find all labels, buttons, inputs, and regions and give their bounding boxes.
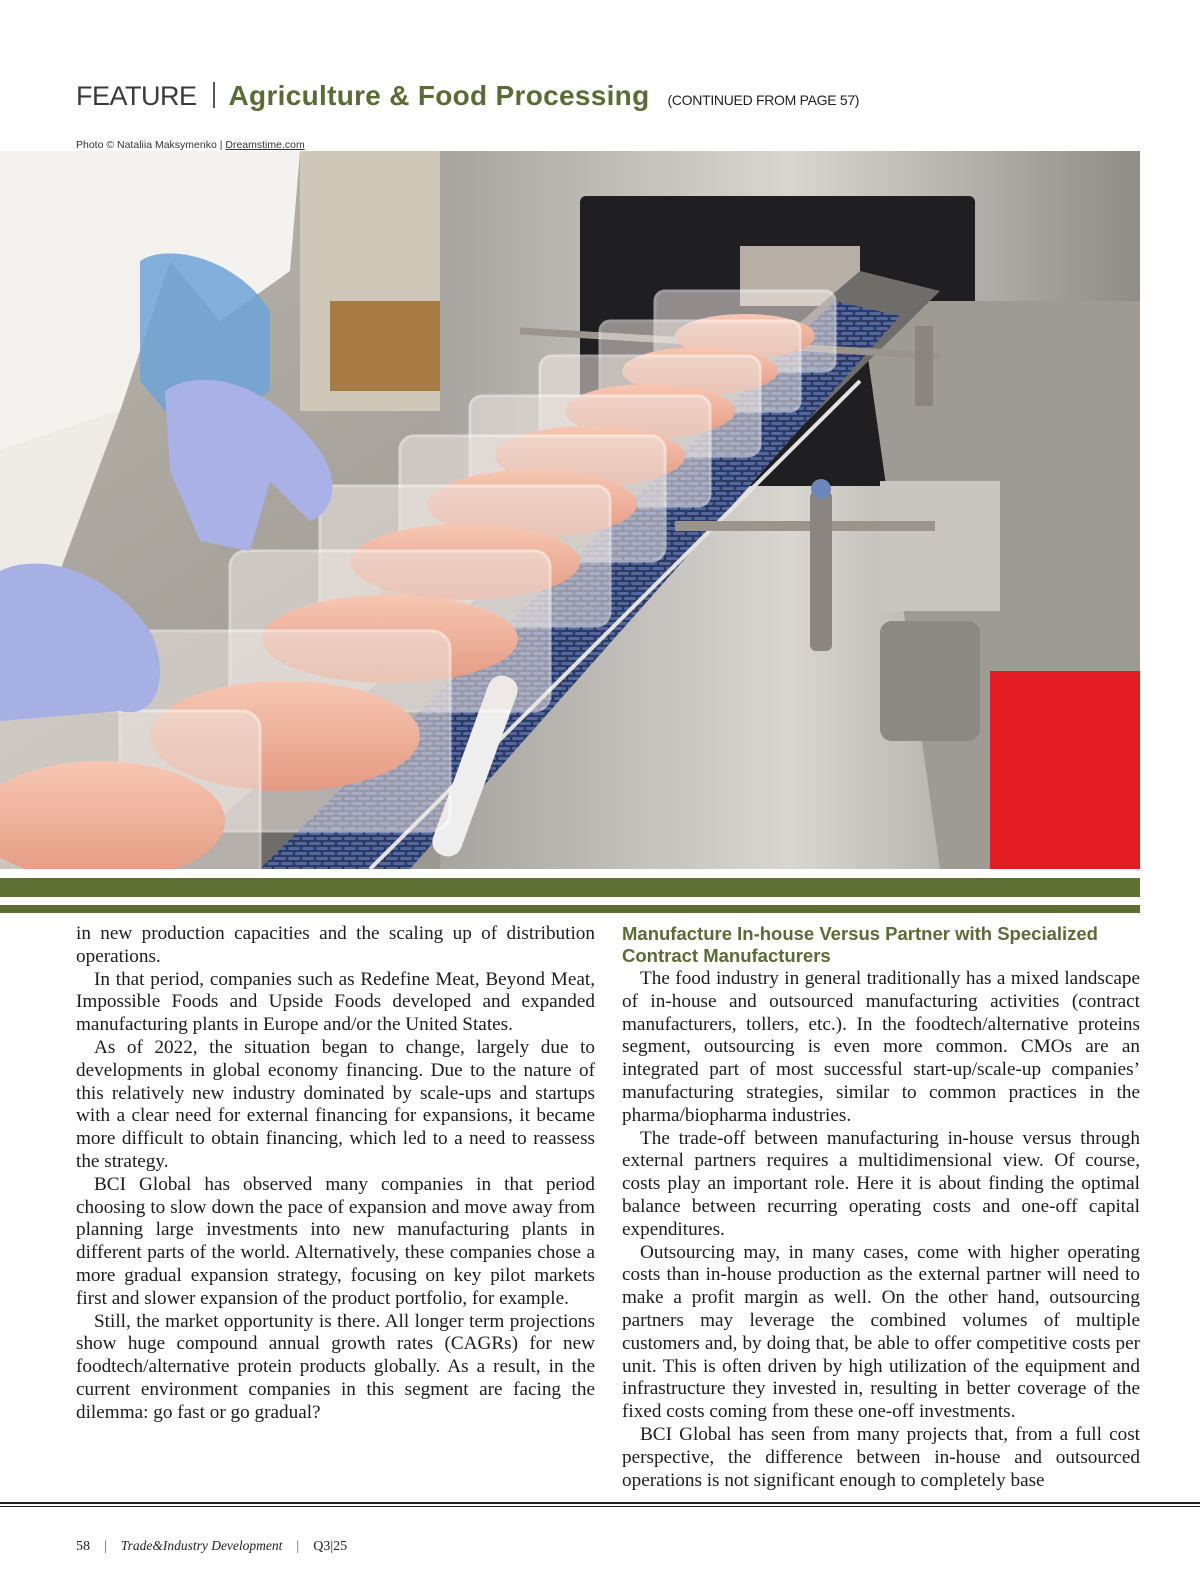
photo-credit [76, 139, 305, 151]
magazine-name: Trade&Industry Development [120, 1538, 283, 1553]
page-number: 58 [76, 1539, 90, 1554]
right-paragraph-3: Outsourcing may, in many cases, come with higher operating costs than in-house production as the external partner will need to make a profit margin as well. On the other hand, outsourcing partners may leverage the combined volumes of multiple customers and, by doing that, be able to offer competitive costs per unit. This is often driven by high utilization of the equipment and infrastructure they invested in, resulting in better coverage of the fixed costs coming from these one-off investments. [622, 1241, 1140, 1423]
right-column [622, 923, 1140, 1492]
footer-divider: | [296, 1539, 300, 1554]
right-paragraph-2: The trade-off between manufacturing in-house versus through external partners requires a multidimensional view. Of course, costs play an important role. Here it is about finding the optimal balance between recurring operating costs and one-off capital expenditures. [622, 1127, 1140, 1240]
left-paragraph-2: In that period, companies such as Redefine Meat, Beyond Meat, Impossible Foods and Upside Foods developed and expanded manufacturing plants in Europe and/or the United States. [76, 968, 595, 1036]
subsection-heading: Manufacture In-house Versus Partner with Specialized Contract Manufacturers [622, 923, 1098, 966]
section-title: Agriculture & Food Processing [228, 80, 650, 111]
left-paragraph-1: in new production capacities and the scaling up of distribution operations. [76, 923, 595, 967]
page-footer [76, 1538, 347, 1555]
issue-label: Q3|25 [313, 1539, 348, 1554]
right-paragraph-1: The food industry in general traditionally has a mixed landscape of in-house and outsourced manufacturing activities (contract manufacturers, tollers, etc.). In the foodtech/alternative proteins segment, outsourcing is even more common. CMOs are an integrated part of most successful start-up/scale-up companies’ manufacturing strategies, similar to common practices in the pharma/biopharma industries. [622, 968, 1140, 1126]
photo-credit-source: Dreamstime.com [225, 139, 305, 151]
left-paragraph-3: As of 2022, the situation began to change, largely due to developments in global economy financing. Due to the nature of this relatively new industry dominated by scale-ups and startups with a clear need for external financing for expansions, it became more difficult to obtain financing, which led to a need to reassess the strategy. [76, 1036, 595, 1172]
accent-bar-thick [0, 878, 1140, 897]
footer-rule-thin [0, 1506, 1200, 1507]
accent-bar-thin [0, 905, 1140, 913]
feature-label: FEATURE [76, 81, 197, 111]
left-paragraph-4: BCI Global has observed many companies in that period choosing to slow down the pace of expansion and move away from planning large investments into new manufacturing plants in different parts of the world. Alternatively, these companies chose a more gradual expansion strategy, focusing on key pilot markets first and slower expansion of the product portfolio, for example. [76, 1173, 595, 1309]
left-paragraph-5: Still, the market opportunity is there. All longer term projections show huge compound annual growth rates (CAGRs) for new foodtech/alternative protein products globally. As a result, in the current environment companies in this segment are facing the dilemma: go fast or go gradual? [76, 1310, 595, 1423]
photo-illustration [0, 151, 1140, 869]
continued-note: (CONTINUED FROM PAGE 57) [667, 92, 860, 108]
photo-credit-prefix: Photo © Nataliia Maksymenko | [76, 139, 226, 151]
feature-photo [0, 151, 1140, 869]
footer-divider: | [104, 1539, 107, 1554]
left-column [76, 923, 595, 1425]
footer-rule [0, 1502, 1200, 1504]
page-header [76, 80, 859, 116]
right-paragraph-4: BCI Global has seen from many projects that, from a full cost perspective, the difference between in-house and outsourced operations is not significant enough to completely base [622, 1423, 1140, 1491]
header-divider [213, 82, 215, 108]
